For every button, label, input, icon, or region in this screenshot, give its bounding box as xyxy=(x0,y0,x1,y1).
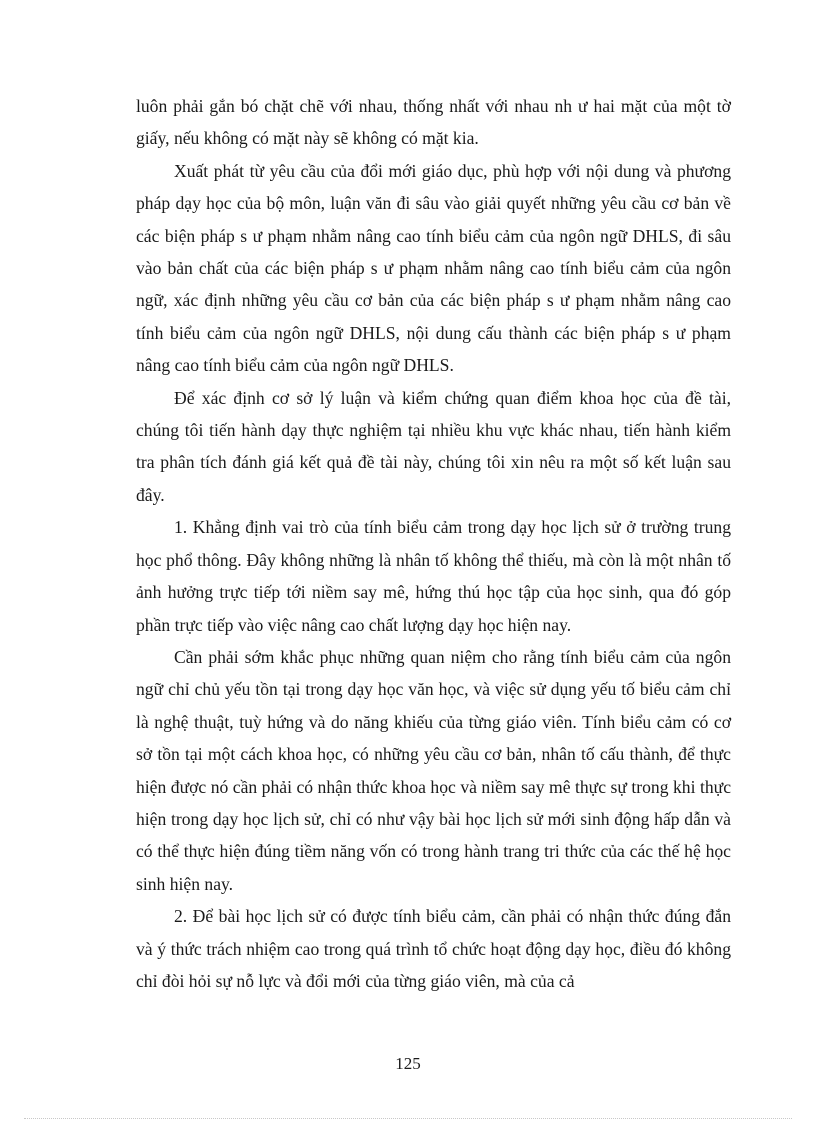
paragraph-method: Để xác định cơ sở lý luận và kiểm chứng quan điểm khoa học của đề tài, chúng tôi tiến hành dạy thực nghiệm tại nhiều khu vực khác nhau, tiến hành kiểm tra phân tích đánh giá kết quả đề tài này, chúng tôi xin nêu ra một số kết luận sau đây. xyxy=(136,387,731,505)
body-text xyxy=(136,90,731,997)
paragraph-conclusion-1: 1. Khẳng định vai trò của tính biểu cảm trong dạy học lịch sử ở trường trung học phổ thông. Đây không những là nhân tố không thể thiếu, mà còn là một nhân tố ảnh hưởng trực tiếp tới niềm say mê, hứng thú học tập của học sinh, qua đó góp phần trực tiếp vào việc nâng cao chất lượng dạy học hiện nay. xyxy=(136,517,731,635)
paragraph-continuation: luôn phải gắn bó chặt chẽ với nhau, thống nhất với nhau nh ư hai mặt của một tờ giấy, nếu không có mặt này sẽ không có mặt kia. xyxy=(136,96,731,149)
paragraph-conclusion-2: 2. Để bài học lịch sử có được tính biểu cảm, cần phải có nhận thức đúng đắn và ý thức trách nhiệm cao trong quá trình tổ chức hoạt động dạy học, điều đó không chỉ đòi hỏi sự nỗ lực và đổi mới của từng giáo viên, mà của cả xyxy=(136,906,731,991)
paragraph-thesis-scope: Xuất phát từ yêu cầu của đổi mới giáo dục, phù hợp với nội dung và phương pháp dạy học của bộ môn, luận văn đi sâu vào giải quyết những yêu cầu cơ bản về các biện pháp s ư phạm nhằm nâng cao tính biểu cảm của ngôn ngữ DHLS, đi sâu vào bản chất của các biện pháp s ư phạm nhằm nâng cao tính biểu cảm của ngôn ngữ, xác định những yêu cầu cơ bản của các biện pháp s ư phạm nhằm nâng cao tính biểu cảm của ngôn ngữ DHLS, nội dung cấu thành các biện pháp s ư phạm nâng cao tính biểu cảm của ngôn ngữ DHLS. xyxy=(136,160,731,376)
paragraph-misconceptions: Cần phải sớm khắc phục những quan niệm cho rằng tính biểu cảm của ngôn ngữ chỉ chủ yếu tồn tại trong dạy học văn học, và việc sử dụng yếu tố biểu cảm chỉ là nghệ thuật, tuỳ hứng và do năng khiếu của từng giáo viên. Tính biểu cảm có cơ sở tồn tại một cách khoa học, có những yêu cầu cơ bản, nhân tố cấu thành, để thực hiện được nó cần phải có nhận thức khoa học và niềm say mê thực sự trong khi thực hiện trong dạy học lịch sử, chỉ có như vậy bài học lịch sử mới sinh động hấp dẫn và có thể thực hiện đúng tiềm năng vốn có trong hành trang tri thức của các thế hệ học sinh hiện nay. xyxy=(136,646,731,894)
page-number: 125 xyxy=(395,1054,421,1073)
page-bottom-divider xyxy=(24,1118,792,1119)
